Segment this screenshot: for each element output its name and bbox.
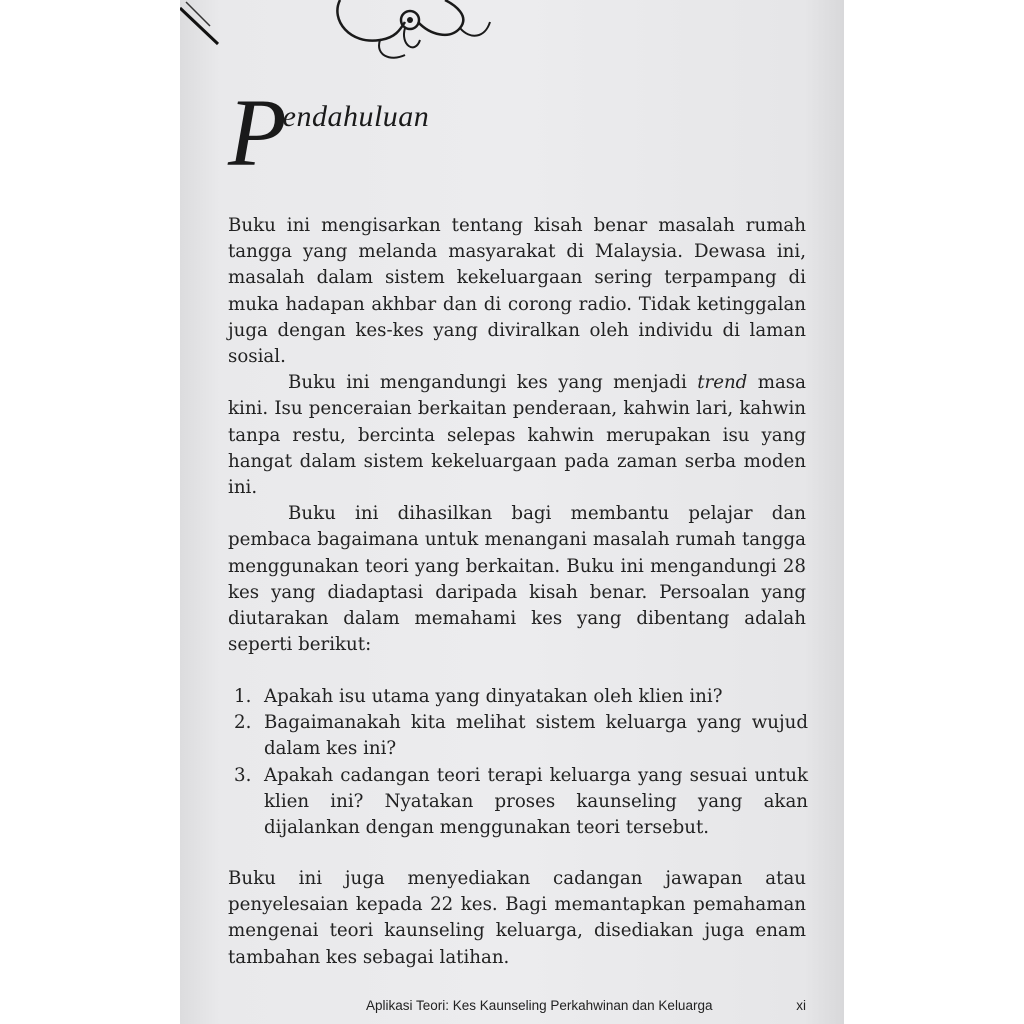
list-item-text: Apakah isu utama yang dinyatakan oleh klien ini? — [264, 686, 723, 707]
title-text: endahuluan — [282, 100, 430, 133]
trend-word: trend — [697, 372, 748, 394]
closing-text — [228, 866, 806, 971]
chapter-title — [228, 79, 430, 188]
paragraph-2-start: Buku ini mengandungi kes yang menjadi — [288, 372, 687, 394]
list-item — [234, 710, 808, 762]
footer-page-number: xi — [796, 998, 806, 1013]
list-item-text: Bagaimanakah kita melihat sistem keluarga yang wujud dalam kes ini? — [264, 712, 808, 760]
paragraph-2-end: masa kini. Isu penceraian berkaitan penderaan, kahwin lari, kahwin tanpa restu, bercinta selepas kahwin merupakan isu yang hangat dalam sistem kekeluargaan pada zaman serba moden ini. — [228, 372, 806, 499]
page-footer — [366, 998, 806, 1013]
paragraph-3: Buku ini dihasilkan bagi membantu pelajar dan pembaca bagaimana untuk menangani masalah rumah tangga menggunakan teori yang berkaitan. Buku ini mengandungi 28 kes yang diadaptasi daripada kisah benar. Persoalan yang diutarakan dalam memahami kes yang dibentang adalah seperti berikut: — [228, 503, 806, 656]
footer-book-title: Aplikasi Teori: Kes Kaunseling Perkahwinan dan Keluarga — [366, 998, 713, 1013]
list-item-number: 2. — [234, 712, 252, 734]
paragraph-2 — [228, 370, 806, 501]
list-item-text: Apakah cadangan teori terapi keluarga yang sesuai untuk klien ini? Nyatakan proses kaunseling yang akan dijalankan dengan menggunakan teori tersebut. — [264, 764, 808, 839]
question-list — [234, 684, 808, 841]
list-item-number: 1. — [234, 686, 252, 707]
pen-mark-decoration — [180, 0, 240, 50]
closing-paragraph: Buku ini juga menyediakan cadangan jawapan atau penyelesaian kepada 22 kes. Bagi memantapkan pemahaman mengenai teori kaunseling keluarga, disediakan juga enam tambahan kes sebagai latihan. — [228, 868, 806, 968]
paragraph-1: Buku ini mengisarkan tentang kisah benar masalah rumah tangga yang melanda masyarakat di Malaysia. Dewasa ini, masalah dalam sistem kekeluargaan sering terpampang di muka hadapan akhbar dan di corong radio. Tidak ketinggalan juga dengan kes-kes yang diviralkan oleh individu di laman sosial. — [228, 215, 806, 368]
body-text — [228, 213, 806, 658]
flower-ornament-icon — [320, 0, 510, 70]
title-dropcap: P — [228, 79, 287, 186]
list-item-number: 3. — [234, 764, 252, 786]
list-item — [234, 763, 808, 842]
book-page — [180, 0, 844, 1024]
list-item — [234, 684, 808, 710]
